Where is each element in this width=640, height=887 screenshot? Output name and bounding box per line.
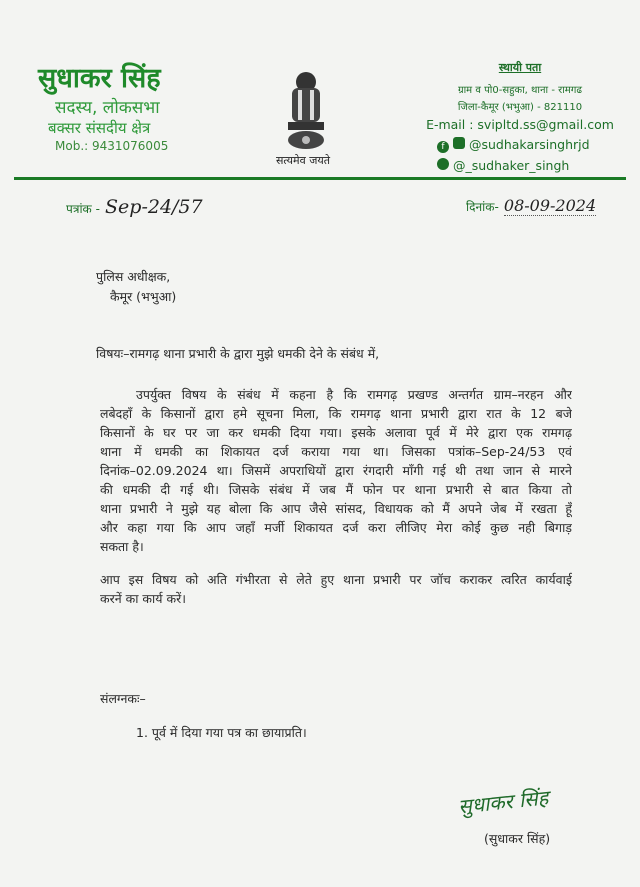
emblem-motto: सत्यमेव जयते [276,154,331,167]
paragraph-line: किसानों के घर पर जा कर धमकी दिया गया। इसके अलावा पूर्व में मेरे द्वारा एक रामगढ़ [100,425,572,440]
signature: सुधाकर सिंह [457,785,550,819]
enclosure-item: 1. पूर्व में दिया गया पत्र का छायाप्रति। [136,725,307,740]
date-label: दिनांक- [466,200,499,214]
sender-mobile: Mob.: 9431076005 [55,139,169,153]
instagram-icon [453,137,465,149]
paragraph-line: सकता है। [100,539,144,554]
national-emblem-icon [278,68,334,150]
reference-number [66,196,203,218]
reference-label: पत्रांक - [66,202,100,216]
body-paragraph-2 [100,570,572,608]
paragraph-line: की धमकी दी गई थी। जिसके संबंध में जब मैं फोन पर थाना प्रभारी से बात किया तो [100,482,572,497]
letterhead-divider [14,177,626,180]
address-line-2: जिला-कैमूर (भभुआ) - 821110 [457,102,583,113]
facebook-icon: f [437,141,449,153]
paragraph-line: उपर्युक्त विषय के संबंध में कहना है कि रामगढ़ प्रखण्ड अन्तर्गत ग्राम–नरहन और [136,387,572,402]
twitter-handle: @_sudhaker_singh [452,158,570,173]
reference-value: Sep-24/57 [105,196,203,218]
twitter-icon [437,158,449,170]
email: E-mail : svipltd.ss@gmail.com [426,117,614,132]
date-value: 08-09-2024 [503,196,597,215]
addressee-line-1: पुलिस अधीक्षक, [96,269,171,284]
enclosure-label: संलग्नकः– [100,691,146,706]
paragraph-line: दिनांक–02.09.2024 था। जिसमें अपराधियों द्वारा रंगदारी माँगी गई थी तथा जान से मारने [100,463,572,478]
address-line-1: ग्राम व पो0-सहुका, थाना - रामगढ [457,85,583,96]
signatory-name: (सुधाकर सिंह) [484,831,551,846]
paragraph-line: थाना प्रभारी ने मुझे यह बोला कि आप जैसे सांसद, विधायक को मैं अपने जेब में रखता हूँ [100,501,572,516]
body-paragraph-1 [100,385,572,556]
sender-constituency: बक्सर संसदीय क्षेत्र [48,119,151,137]
paragraph-line: आप इस विषय को अति गंभीरता से लेते हुए थाना प्रभारी पर जॉच कराकर त्वरित कार्यवाई [100,572,572,587]
social-facebook-instagram [437,137,590,153]
paragraph-line: लबेदहाँ के किसानों द्वारा हमे सूचना मिला, कि रामगढ़ थाना प्रभारी द्वारा रात के 12 बजे [100,406,572,421]
address-title: स्थायी पता [498,61,542,74]
letter-date [466,196,596,215]
sender-name: सुधाकर सिंह [38,63,161,94]
social-twitter [437,158,569,173]
addressee-line-2: कैमूर (भभुआ) [110,289,177,304]
paragraph-line: थाना में धमकी का शिकायत दर्ज कराया गया था। जिसका पत्रांक–Sep-24/53 एवं [100,444,572,459]
sender-designation: सदस्य, लोकसभा [55,98,160,118]
social-handle: @sudhakarsinghrjd [468,137,590,152]
paragraph-line: और कहा गया कि आप जहाँ मर्जी शिकायत दर्ज करा लीजिए मेरा कोई कुछ नही बिगाड़ [100,520,572,535]
subject: विषयः–रामगढ़ थाना प्रभारी के द्वारा मुझे धमकी देने के संबंध में, [96,346,380,361]
paragraph-line: करनें का कार्य करें। [100,591,186,606]
